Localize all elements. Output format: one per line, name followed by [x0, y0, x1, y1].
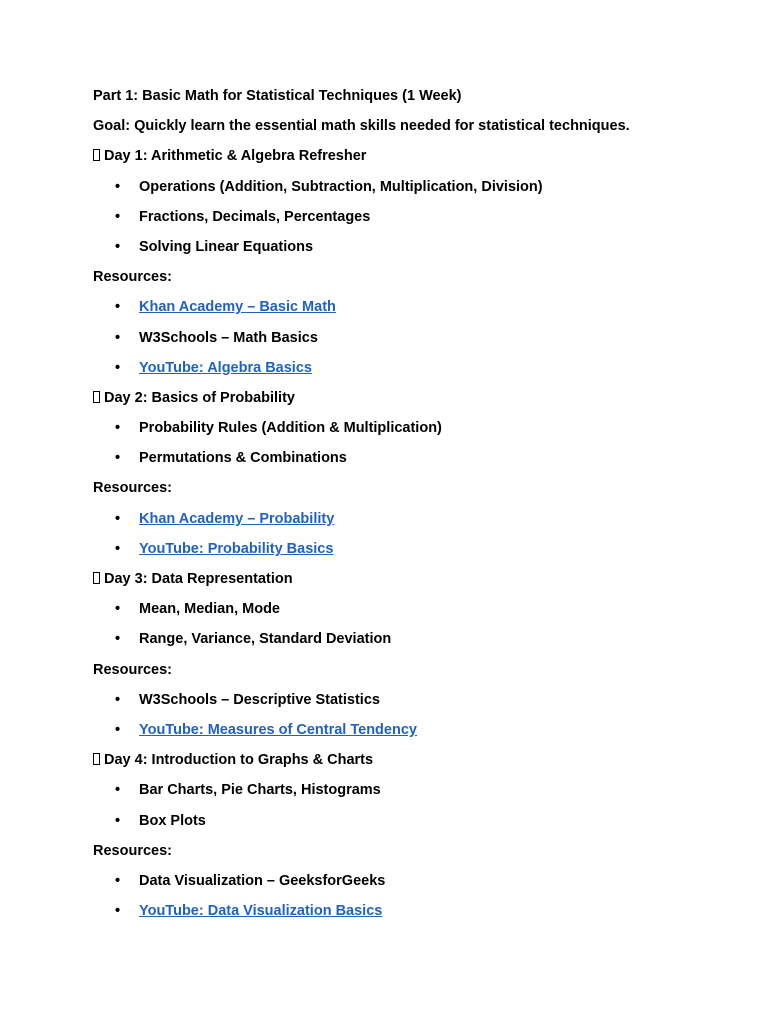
day-title: Day 1: Arithmetic & Algebra Refresher — [104, 148, 367, 165]
list-item — [93, 206, 713, 236]
bullet-icon: • — [115, 238, 121, 255]
list-item — [93, 508, 713, 538]
list-item — [93, 689, 713, 719]
day-heading — [93, 749, 713, 779]
list-item — [93, 327, 713, 357]
resources-label: Resources: — [93, 269, 172, 286]
topic-text: Bar Charts, Pie Charts, Histograms — [139, 782, 381, 799]
list-item — [93, 900, 713, 930]
day-title: Day 3: Data Representation — [104, 571, 293, 587]
topic-text: Probability Rules (Addition & Multiplication) — [139, 420, 442, 437]
resources-label: Resources: — [93, 480, 172, 497]
resource-text: W3Schools – Math Basics — [139, 329, 318, 346]
day-title: Day 2: Basics of Probability — [104, 389, 295, 406]
list-item — [93, 538, 713, 568]
topic-text: Solving Linear Equations — [139, 238, 314, 255]
topic-text: Box Plots — [139, 812, 206, 829]
list-item — [93, 598, 713, 628]
resource-text: Data Visualization – GeeksforGeeks — [139, 872, 386, 889]
topic-text: Operations (Addition, Subtraction, Multiplication, Division) — [139, 178, 543, 195]
bullet-icon: • — [115, 721, 121, 738]
resource-link[interactable]: YouTube: Measures of Central Tendency — [139, 721, 417, 738]
bullet-icon: • — [115, 510, 121, 527]
bullet-icon: • — [115, 540, 121, 557]
day-title: Day 4: Introduction to Graphs & Charts — [104, 752, 374, 769]
topic-text: Fractions, Decimals, Percentages — [139, 208, 371, 225]
document-title: Part 1: Basic Math for Statistical Techniques (1 Week) — [93, 88, 462, 104]
bullet-icon: • — [115, 450, 121, 467]
bullet-icon: • — [115, 601, 121, 618]
goal-text: Goal: Quickly learn the essential math skills needed for statistical techniques. — [93, 118, 630, 135]
list-item — [93, 719, 713, 749]
calendar-icon — [93, 391, 100, 403]
bullet-icon: • — [115, 208, 121, 225]
topic-text: Range, Variance, Standard Deviation — [139, 631, 392, 648]
resources-label: Resources: — [93, 661, 172, 678]
bullet-icon: • — [115, 631, 121, 648]
bullet-icon: • — [115, 691, 121, 708]
resource-link[interactable]: YouTube: Probability Basics — [139, 540, 334, 557]
calendar-icon — [93, 572, 100, 584]
resource-link[interactable]: Khan Academy – Basic Math — [139, 299, 336, 316]
bullet-icon: • — [115, 872, 121, 889]
list-item — [93, 417, 713, 447]
document-page — [93, 85, 713, 930]
resources-label: Resources: — [93, 842, 172, 859]
bullet-icon: • — [115, 178, 121, 195]
bullet-icon: • — [115, 420, 121, 437]
resource-link[interactable]: YouTube: Algebra Basics — [139, 359, 312, 376]
resource-link[interactable]: Khan Academy – Probability — [139, 510, 335, 527]
resource-text: W3Schools – Descriptive Statistics — [139, 691, 380, 708]
topic-text: Mean, Median, Mode — [139, 601, 280, 618]
list-item — [93, 357, 713, 387]
list-item — [93, 628, 713, 658]
list-item — [93, 447, 713, 477]
topic-text: Permutations & Combinations — [139, 450, 347, 467]
day-heading — [93, 145, 713, 175]
resource-link[interactable]: YouTube: Data Visualization Basics — [139, 903, 383, 920]
list-item — [93, 810, 713, 840]
calendar-icon — [93, 149, 100, 161]
day-heading — [93, 387, 713, 417]
list-item — [93, 870, 713, 900]
list-item — [93, 296, 713, 326]
bullet-icon: • — [115, 903, 121, 920]
bullet-icon: • — [115, 812, 121, 829]
bullet-icon: • — [115, 299, 121, 316]
bullet-icon: • — [115, 782, 121, 799]
list-item — [93, 779, 713, 809]
bullet-icon: • — [115, 329, 121, 346]
list-item — [93, 176, 713, 206]
day-heading — [93, 568, 713, 598]
bullet-icon: • — [115, 359, 121, 376]
calendar-icon — [93, 753, 100, 765]
list-item — [93, 236, 713, 266]
